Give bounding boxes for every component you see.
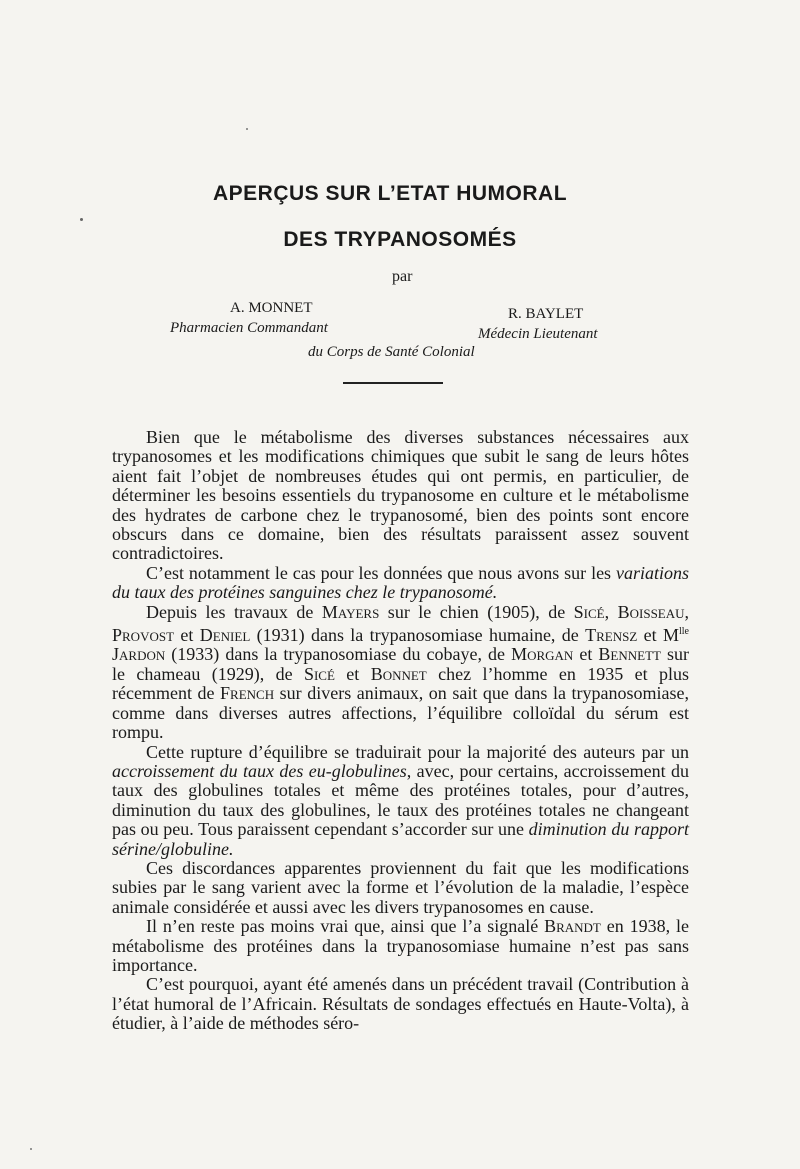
paper-speck	[246, 128, 248, 130]
title-line-2: DES TRYPANOSOMÉS	[283, 228, 517, 251]
author-2-role: Médecin Lieutenant	[478, 326, 598, 342]
author-1-name: A. MONNET	[230, 300, 313, 316]
paragraph-2: C’est notamment le cas pour les données que nous avons sur les variations du taux des protéines sanguines chez le trypanosomé.	[112, 562, 689, 603]
paper-speck	[80, 218, 83, 221]
paragraph-5: Ces discordances apparentes proviennent du fait que les modifications subies par le sang varient avec la forme et l’évolution de la maladie, l’espèce animale considérée et aussi avec les divers trypanosomes en cause.	[112, 857, 689, 917]
author-1-role: Pharmacien Commandant	[170, 320, 328, 336]
paragraph-4: Cette rupture d’équilibre se traduirait pour la majorité des auteurs par un accroissement du taux des eu-globulines, avec, pour certains, accroissement du taux des globulines totales et même des protéines totales, pour d’autres, diminution du taux des globulines, le taux des protéines totales ne changeant pas ou peu. Tous paraissent cependant s’accorder sur une diminution du rapport sérine/globuline.	[112, 741, 689, 859]
byline-par: par	[392, 268, 413, 285]
paragraph-7: C’est pourquoi, ayant été amenés dans un précédent travail (Contribution à l’état humoral de l’Africain. Résultats de sondages effectués en Haute-Volta), à étudier, à l’aide de méthodes séro-	[112, 974, 689, 1034]
paragraph-1: Bien que le métabolisme des diverses substances nécessaires aux trypanosomes et les modifications chimiques que subit le sang de leurs hôtes aient fait l’objet de nombreuses études qui ont permis, en particulier, de déterminer les besoins essentiels du trypanosome en culture et le métabolisme des hydrates de carbone chez le trypanosomé, bien des points sont encore obscurs dans ce domaine, bien des résultats paraissent assez souvent contradictoires.	[112, 427, 689, 564]
article-body	[112, 428, 689, 1034]
affiliation: du Corps de Santé Colonial	[308, 344, 475, 360]
paragraph-3: Depuis les travaux de Mayers sur le chien (1905), de Sicé, Boisseau, Provost et Deniel (1931) dans la trypanosomiase humaine, de Trensz et $M^{lle}$ Jardon (1933) dans la trypanosomiase du cobaye, de Morgan et Bennett sur le chameau (1929), de Sicé et Bonnet chez l’homme en 1935 et plus récemment de French sur divers animaux, on sait que dans la trypanosomiase, comme dans diverses autres affections, l’équilibre colloïdal du sérum est rompu.	[112, 601, 690, 743]
title-divider	[343, 382, 443, 384]
paper-speck	[30, 1148, 32, 1150]
paragraph-6: Il n’en reste pas moins vrai que, ainsi que l’a signalé Brandt en 1938, le métabolisme des protéines dans la trypanosomiase humaine n’est pas sans importance.	[112, 916, 689, 975]
author-2-name: R. BAYLET	[508, 306, 584, 322]
title-line-1: APERÇUS SUR L’ETAT HUMORAL	[212, 182, 568, 205]
